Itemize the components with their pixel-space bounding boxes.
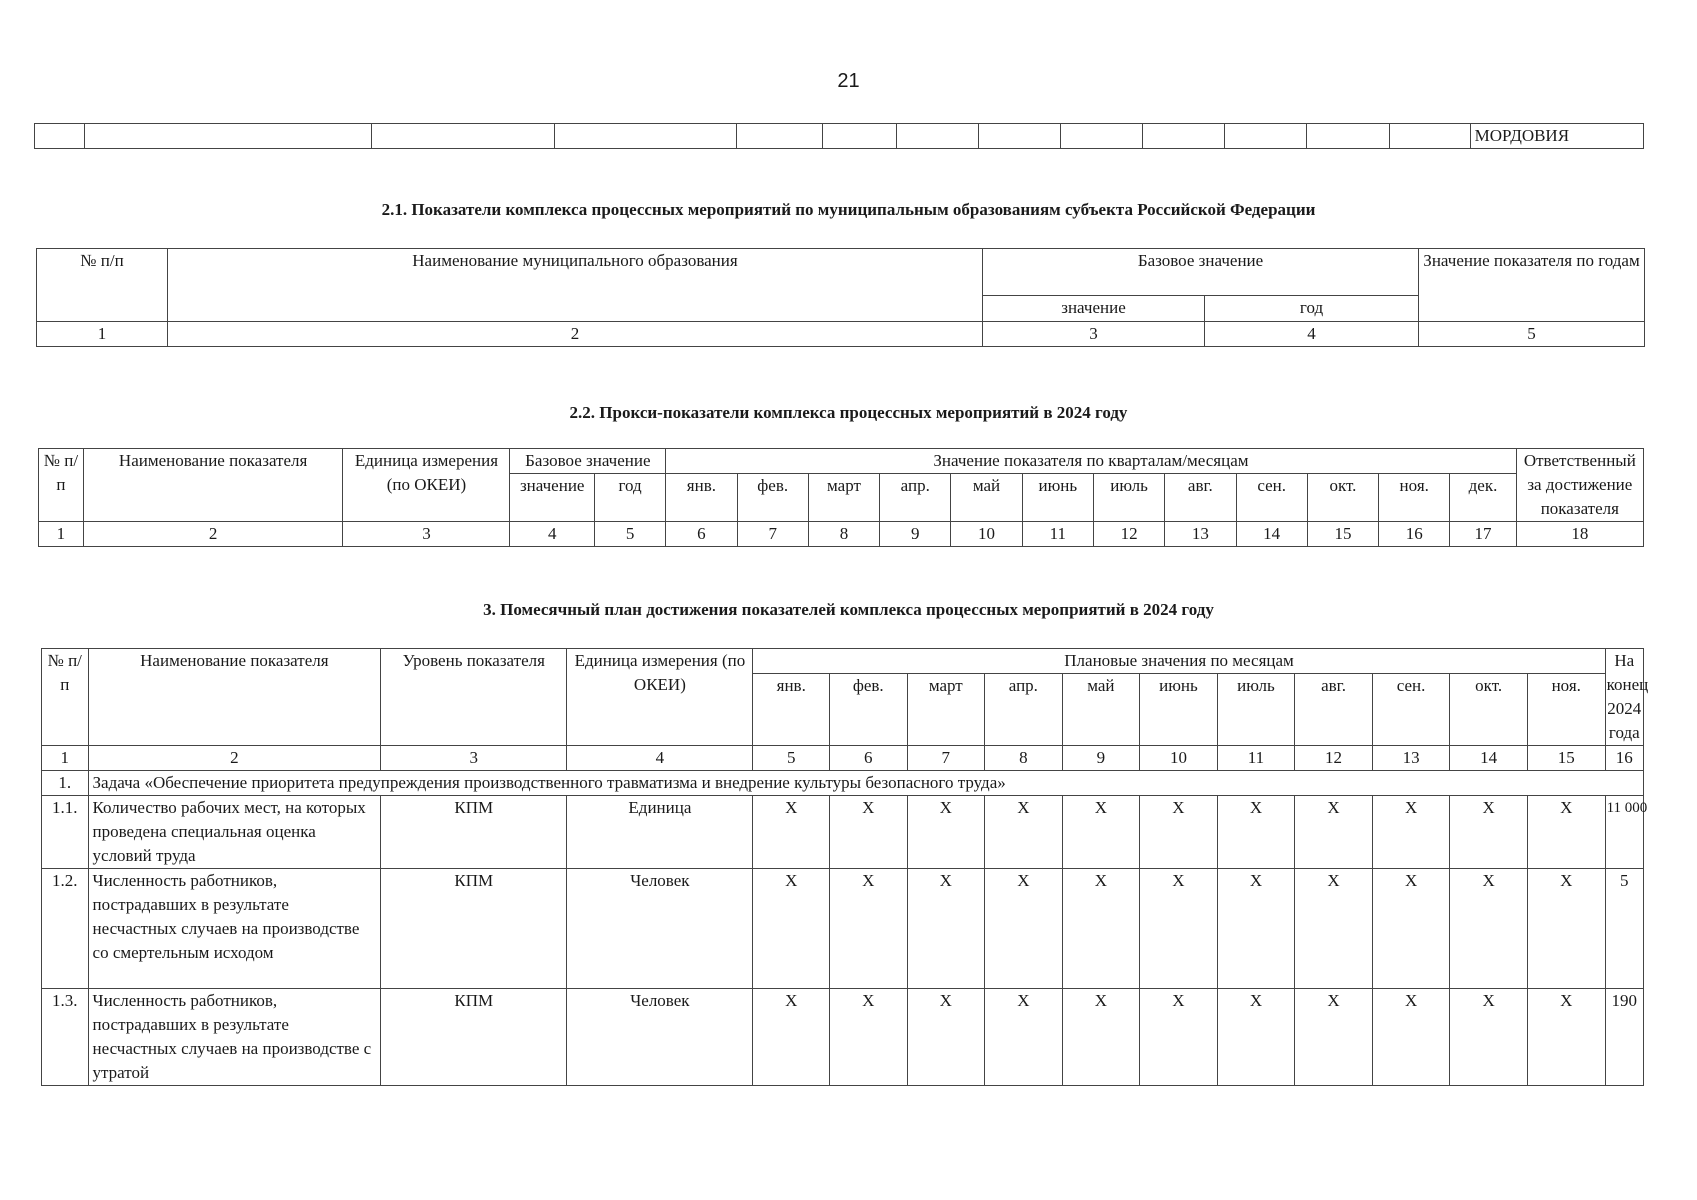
t3-num: 1 [42,746,89,771]
t22-h-month: май [951,474,1022,522]
t3-row-mark: X [985,869,1063,989]
table-row [42,869,1644,989]
t3-h-plan: Плановые значения по месяцам [753,649,1605,674]
t3-row-mark: X [985,796,1063,869]
t3-row-mark: X [1450,989,1528,1086]
t3-row-mark: X [1062,989,1140,1086]
t3-row-level: КПМ [381,796,567,869]
t3-row-mark: X [907,989,985,1086]
t22-num: 4 [510,522,595,547]
t3-num: 2 [88,746,381,771]
t3-row-mark: X [1450,796,1528,869]
t3-num: 4 [567,746,753,771]
t3-task-text: Задача «Обеспечение приоритета предупреждения производственного травматизма и внедрение культуры безопасного труда» [88,771,1643,796]
t22-h-year: год [594,474,665,522]
table-row [42,796,1644,869]
section-2-1-title: 2.1. Показатели комплекса процессных мероприятий по муниципальным образованиям субъекта Российской Федерации [381,200,1316,219]
t21-h-year: год [1205,296,1419,322]
t3-h-month: ноя. [1527,674,1605,746]
t3-h-month: июнь [1140,674,1218,746]
t3-row-name: Численность работников, пострадавших в результате несчастных случаев на производстве с утратой [88,989,381,1086]
t3-row-mark: X [1140,796,1218,869]
t3-row-mark: X [1062,796,1140,869]
t3-row-mark: X [1372,869,1450,989]
t3-row-mark: X [1527,989,1605,1086]
t3-row-mark: X [907,796,985,869]
t3-row-mark: X [829,869,907,989]
t21-num: 3 [983,322,1205,347]
t3-row-mark: X [1217,869,1295,989]
t3-num: 8 [985,746,1063,771]
t22-num: 10 [951,522,1022,547]
t22-num: 8 [808,522,879,547]
t3-h-unit: Единица измерения (по ОКЕИ) [567,649,753,746]
t3-h-name: Наименование показателя [88,649,381,746]
t22-h-month: янв. [666,474,737,522]
t3-row-mark: X [1217,796,1295,869]
t3-num: 12 [1295,746,1373,771]
t3-row-unit: Человек [567,989,753,1086]
t22-num: 3 [343,522,510,547]
t21-num: 2 [168,322,983,347]
t22-h-month: июнь [1022,474,1093,522]
t22-h-unit: Единица измерения (по ОКЕИ) [343,449,510,522]
t3-row-mark: X [1295,796,1373,869]
t22-h-num: № п/п [39,449,84,522]
table-3 [41,648,1649,1086]
t21-h-value: значение [983,296,1205,322]
t3-num: 6 [829,746,907,771]
t22-num: 5 [594,522,665,547]
t3-row-mark: X [753,869,830,989]
t21-h-base: Базовое значение [983,249,1419,296]
t3-task-num: 1. [42,771,89,796]
table-2-1 [36,248,1645,347]
t3-row-mark: X [1140,989,1218,1086]
t3-h-year-end: На конец 2024 года [1605,649,1643,746]
t3-num: 5 [753,746,830,771]
t22-h-month: сен. [1236,474,1307,522]
t3-row-end: 190 [1605,989,1643,1086]
t22-num: 7 [737,522,808,547]
t3-h-month: окт. [1450,674,1528,746]
top-strip-table [34,123,1644,149]
t22-h-responsible: Ответственный за достижение показателя [1516,449,1643,522]
t22-num: 16 [1379,522,1450,547]
t3-row-level: КПМ [381,869,567,989]
page-number: 21 [837,70,860,92]
t3-row-mark: X [753,989,830,1086]
t21-h-name: Наименование муниципального образования [168,249,983,322]
t22-num: 9 [880,522,951,547]
t22-num: 6 [666,522,737,547]
t3-row-num: 1.1. [42,796,89,869]
t3-num: 14 [1450,746,1528,771]
t3-row-end: 5 [1605,869,1643,989]
t22-h-month: авг. [1165,474,1236,522]
t3-row-mark: X [1062,869,1140,989]
t3-row-unit: Человек [567,869,753,989]
section-3-title: 3. Помесячный план достижения показателей комплекса процессных мероприятий в 2024 году [483,600,1214,619]
t21-num: 5 [1419,322,1645,347]
t3-row-mark: X [1527,796,1605,869]
t22-num: 18 [1516,522,1643,547]
t3-num: 16 [1605,746,1643,771]
t3-row-mark: X [1372,796,1450,869]
t22-h-name: Наименование показателя [83,449,343,522]
t3-num: 9 [1062,746,1140,771]
t22-h-month: окт. [1307,474,1378,522]
t3-num: 13 [1372,746,1450,771]
t3-row-num: 1.2. [42,869,89,989]
t3-h-num: № п/п [42,649,89,746]
t3-num: 11 [1217,746,1295,771]
t22-num: 1 [39,522,84,547]
t3-h-month: июль [1217,674,1295,746]
t22-h-month: фев. [737,474,808,522]
t22-num: 17 [1450,522,1516,547]
t3-row-mark: X [753,796,830,869]
t22-h-month: апр. [880,474,951,522]
t22-h-month: ноя. [1379,474,1450,522]
t3-num: 3 [381,746,567,771]
t3-num: 7 [907,746,985,771]
t21-h-num: № п/п [37,249,168,322]
t3-row-name: Численность работников, пострадавших в результате несчастных случаев на производстве со смертельным исходом [88,869,381,989]
t22-h-value: значение [510,474,595,522]
t3-row-mark: X [1140,869,1218,989]
t22-num: 2 [83,522,343,547]
t3-h-month: сен. [1372,674,1450,746]
t22-h-by-periods: Значение показателя по кварталам/месяцам [666,449,1516,474]
t3-h-month: март [907,674,985,746]
t21-num: 4 [1205,322,1419,347]
t3-row-unit: Единица [567,796,753,869]
t22-h-base: Базовое значение [510,449,666,474]
t22-h-month: март [808,474,879,522]
t22-num: 15 [1307,522,1378,547]
t3-h-month: янв. [753,674,830,746]
t3-row-end: 11 000 [1605,796,1643,869]
t3-row-mark: X [1295,869,1373,989]
t3-row-mark: X [1372,989,1450,1086]
table-row [42,989,1644,1086]
t3-row-mark: X [829,796,907,869]
t3-h-month: фев. [829,674,907,746]
t21-h-by-years: Значение показателя по годам [1419,249,1645,322]
t3-h-month: авг. [1295,674,1373,746]
t3-h-month: апр. [985,674,1063,746]
t22-h-month: июль [1093,474,1164,522]
t22-h-month: дек. [1450,474,1516,522]
t22-num: 14 [1236,522,1307,547]
t3-row-mark: X [1527,869,1605,989]
t3-row-mark: X [829,989,907,1086]
top-strip-region: МОРДОВИЯ [1470,124,1643,149]
section-2-2-title: 2.2. Прокси-показатели комплекса процессных мероприятий в 2024 году [569,403,1128,422]
t3-h-month: май [1062,674,1140,746]
t3-row-level: КПМ [381,989,567,1086]
t22-num: 12 [1093,522,1164,547]
t3-row-num: 1.3. [42,989,89,1086]
t22-num: 11 [1022,522,1093,547]
t3-row-mark: X [1450,869,1528,989]
t3-row-mark: X [1295,989,1373,1086]
t21-num: 1 [37,322,168,347]
t22-num: 13 [1165,522,1236,547]
t3-row-name: Количество рабочих мест, на которых проведена специальная оценка условий труда [88,796,381,869]
t3-row-mark: X [907,869,985,989]
t3-num: 15 [1527,746,1605,771]
t3-num: 10 [1140,746,1218,771]
t3-row-mark: X [1217,989,1295,1086]
table-2-2 [38,448,1644,547]
t3-row-mark: X [985,989,1063,1086]
t3-h-level: Уровень показателя [381,649,567,746]
